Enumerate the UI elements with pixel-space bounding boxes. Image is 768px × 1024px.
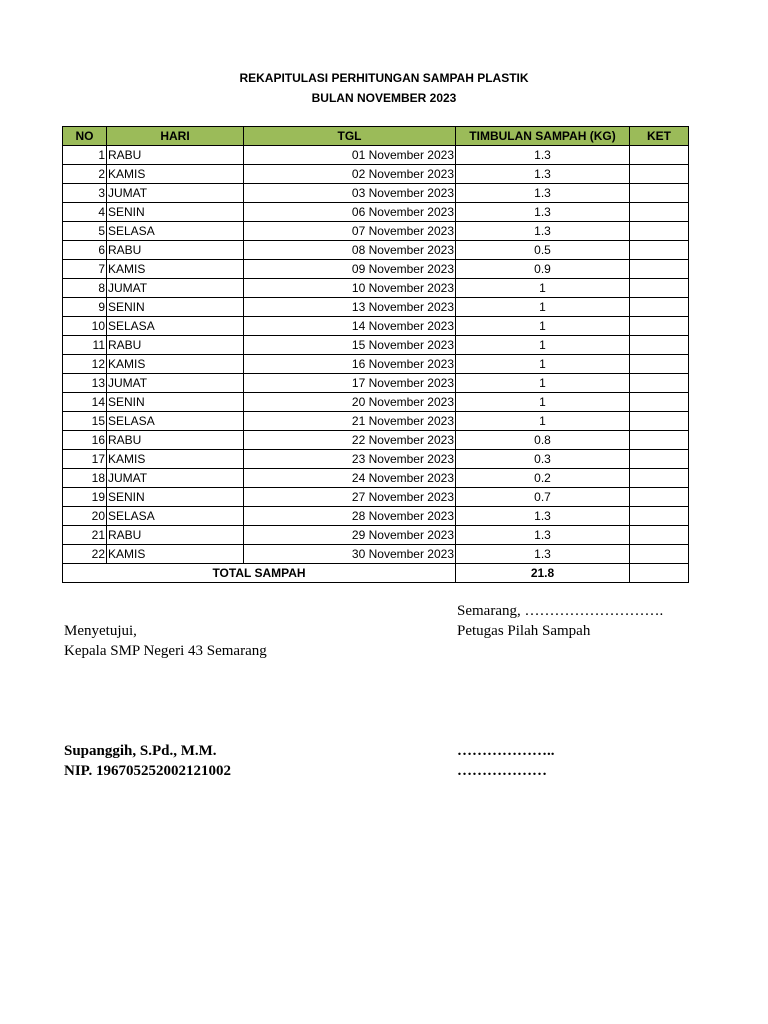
cell-ket: [630, 469, 689, 488]
cell-hari: SENIN: [107, 488, 244, 507]
officer-name: ………………..: [457, 743, 555, 759]
cell-hari: RABU: [107, 336, 244, 355]
cell-ket: [630, 431, 689, 450]
table-row: [63, 241, 689, 260]
table-row: [63, 431, 689, 450]
cell-hari: RABU: [107, 241, 244, 260]
table-row: [63, 355, 689, 374]
cell-ket: [630, 317, 689, 336]
cell-timbulan: 1: [456, 393, 630, 412]
cell-tgl: 01 November 2023: [244, 146, 456, 165]
cell-hari: KAMIS: [107, 545, 244, 564]
cell-hari: JUMAT: [107, 184, 244, 203]
header-ket: KET: [630, 127, 689, 146]
cell-hari: SELASA: [107, 317, 244, 336]
header-no: NO: [63, 127, 107, 146]
cell-timbulan: 1: [456, 317, 630, 336]
cell-tgl: 22 November 2023: [244, 431, 456, 450]
cell-tgl: 03 November 2023: [244, 184, 456, 203]
cell-tgl: 06 November 2023: [244, 203, 456, 222]
table-row: [63, 450, 689, 469]
document-subtitle: BULAN NOVEMBER 2023: [311, 91, 457, 105]
table-row: [63, 203, 689, 222]
cell-no: 7: [63, 260, 107, 279]
header-hari: HARI: [107, 127, 244, 146]
waste-table: [62, 126, 689, 583]
cell-timbulan: 1: [456, 298, 630, 317]
cell-ket: [630, 355, 689, 374]
header-tgl: TGL: [244, 127, 456, 146]
cell-timbulan: 1.3: [456, 526, 630, 545]
cell-hari: JUMAT: [107, 279, 244, 298]
cell-timbulan: 1.3: [456, 507, 630, 526]
principal-nip: NIP. 196705252002121002: [64, 763, 231, 779]
cell-no: 16: [63, 431, 107, 450]
table-row: [63, 374, 689, 393]
table-row: [63, 279, 689, 298]
table-row: [63, 260, 689, 279]
cell-tgl: 30 November 2023: [244, 545, 456, 564]
cell-hari: SELASA: [107, 222, 244, 241]
cell-no: 8: [63, 279, 107, 298]
table-row: [63, 488, 689, 507]
cell-no: 12: [63, 355, 107, 374]
cell-ket: [630, 165, 689, 184]
document-title: REKAPITULASI PERHITUNGAN SAMPAH PLASTIK: [239, 71, 529, 85]
cell-ket: [630, 146, 689, 165]
cell-tgl: 14 November 2023: [244, 317, 456, 336]
cell-hari: RABU: [107, 526, 244, 545]
table-row: [63, 184, 689, 203]
cell-ket: [630, 393, 689, 412]
cell-hari: KAMIS: [107, 260, 244, 279]
approval-label: Menyetujui,: [64, 623, 137, 639]
cell-timbulan: 1: [456, 374, 630, 393]
table-row: [63, 412, 689, 431]
cell-hari: SENIN: [107, 393, 244, 412]
cell-timbulan: 1.3: [456, 146, 630, 165]
table-row: [63, 336, 689, 355]
cell-no: 1: [63, 146, 107, 165]
principal-role: Kepala SMP Negeri 43 Semarang: [64, 643, 267, 659]
cell-no: 13: [63, 374, 107, 393]
cell-tgl: 10 November 2023: [244, 279, 456, 298]
cell-tgl: 09 November 2023: [244, 260, 456, 279]
cell-timbulan: 1.3: [456, 222, 630, 241]
place-date: Semarang, ……………………….: [457, 603, 664, 619]
cell-ket: [630, 279, 689, 298]
cell-timbulan: 1.3: [456, 165, 630, 184]
cell-timbulan: 0.2: [456, 469, 630, 488]
cell-tgl: 15 November 2023: [244, 336, 456, 355]
cell-tgl: 27 November 2023: [244, 488, 456, 507]
total-value: 21.8: [456, 564, 630, 583]
table-row: [63, 526, 689, 545]
cell-hari: SENIN: [107, 298, 244, 317]
cell-no: 18: [63, 469, 107, 488]
cell-tgl: 02 November 2023: [244, 165, 456, 184]
cell-ket: [630, 450, 689, 469]
total-label: TOTAL SAMPAH: [63, 564, 456, 583]
cell-ket: [630, 507, 689, 526]
cell-timbulan: 0.3: [456, 450, 630, 469]
cell-timbulan: 0.7: [456, 488, 630, 507]
cell-no: 15: [63, 412, 107, 431]
cell-no: 4: [63, 203, 107, 222]
cell-ket: [630, 241, 689, 260]
cell-no: 17: [63, 450, 107, 469]
principal-name: Supanggih, S.Pd., M.M.: [64, 743, 217, 759]
cell-no: 19: [63, 488, 107, 507]
cell-tgl: 13 November 2023: [244, 298, 456, 317]
cell-no: 10: [63, 317, 107, 336]
cell-tgl: 07 November 2023: [244, 222, 456, 241]
cell-hari: JUMAT: [107, 469, 244, 488]
cell-hari: RABU: [107, 431, 244, 450]
cell-ket: [630, 184, 689, 203]
cell-no: 20: [63, 507, 107, 526]
cell-no: 3: [63, 184, 107, 203]
table-header-row: [63, 127, 689, 146]
cell-no: 2: [63, 165, 107, 184]
cell-no: 22: [63, 545, 107, 564]
cell-hari: KAMIS: [107, 355, 244, 374]
cell-timbulan: 1.3: [456, 184, 630, 203]
total-ket: [630, 564, 689, 583]
cell-ket: [630, 203, 689, 222]
table-row: [63, 298, 689, 317]
cell-ket: [630, 412, 689, 431]
header-timbulan: TIMBULAN SAMPAH (KG): [456, 127, 630, 146]
cell-hari: JUMAT: [107, 374, 244, 393]
table-row: [63, 317, 689, 336]
cell-timbulan: 1: [456, 279, 630, 298]
cell-tgl: 21 November 2023: [244, 412, 456, 431]
cell-hari: SENIN: [107, 203, 244, 222]
cell-hari: RABU: [107, 146, 244, 165]
table-row: [63, 393, 689, 412]
cell-no: 5: [63, 222, 107, 241]
cell-tgl: 20 November 2023: [244, 393, 456, 412]
cell-ket: [630, 526, 689, 545]
cell-ket: [630, 488, 689, 507]
cell-no: 9: [63, 298, 107, 317]
cell-ket: [630, 545, 689, 564]
table-row: [63, 469, 689, 488]
table-row: [63, 222, 689, 241]
cell-tgl: 29 November 2023: [244, 526, 456, 545]
cell-ket: [630, 298, 689, 317]
cell-tgl: 23 November 2023: [244, 450, 456, 469]
cell-tgl: 24 November 2023: [244, 469, 456, 488]
cell-timbulan: 1.3: [456, 203, 630, 222]
cell-hari: KAMIS: [107, 450, 244, 469]
cell-ket: [630, 260, 689, 279]
table-row: [63, 165, 689, 184]
cell-timbulan: 1: [456, 336, 630, 355]
cell-timbulan: 1.3: [456, 545, 630, 564]
cell-no: 6: [63, 241, 107, 260]
cell-no: 11: [63, 336, 107, 355]
cell-hari: KAMIS: [107, 165, 244, 184]
table-row: [63, 507, 689, 526]
cell-tgl: 28 November 2023: [244, 507, 456, 526]
cell-no: 21: [63, 526, 107, 545]
cell-timbulan: 0.9: [456, 260, 630, 279]
cell-hari: SELASA: [107, 412, 244, 431]
cell-ket: [630, 336, 689, 355]
table-row: [63, 545, 689, 564]
cell-ket: [630, 222, 689, 241]
table-row: [63, 146, 689, 165]
cell-ket: [630, 374, 689, 393]
cell-timbulan: 0.8: [456, 431, 630, 450]
cell-timbulan: 0.5: [456, 241, 630, 260]
officer-nip: ………………: [457, 763, 547, 779]
cell-timbulan: 1: [456, 355, 630, 374]
cell-tgl: 16 November 2023: [244, 355, 456, 374]
cell-no: 14: [63, 393, 107, 412]
total-row: [63, 564, 689, 583]
cell-hari: SELASA: [107, 507, 244, 526]
officer-role: Petugas Pilah Sampah: [457, 623, 591, 639]
cell-tgl: 08 November 2023: [244, 241, 456, 260]
cell-tgl: 17 November 2023: [244, 374, 456, 393]
cell-timbulan: 1: [456, 412, 630, 431]
